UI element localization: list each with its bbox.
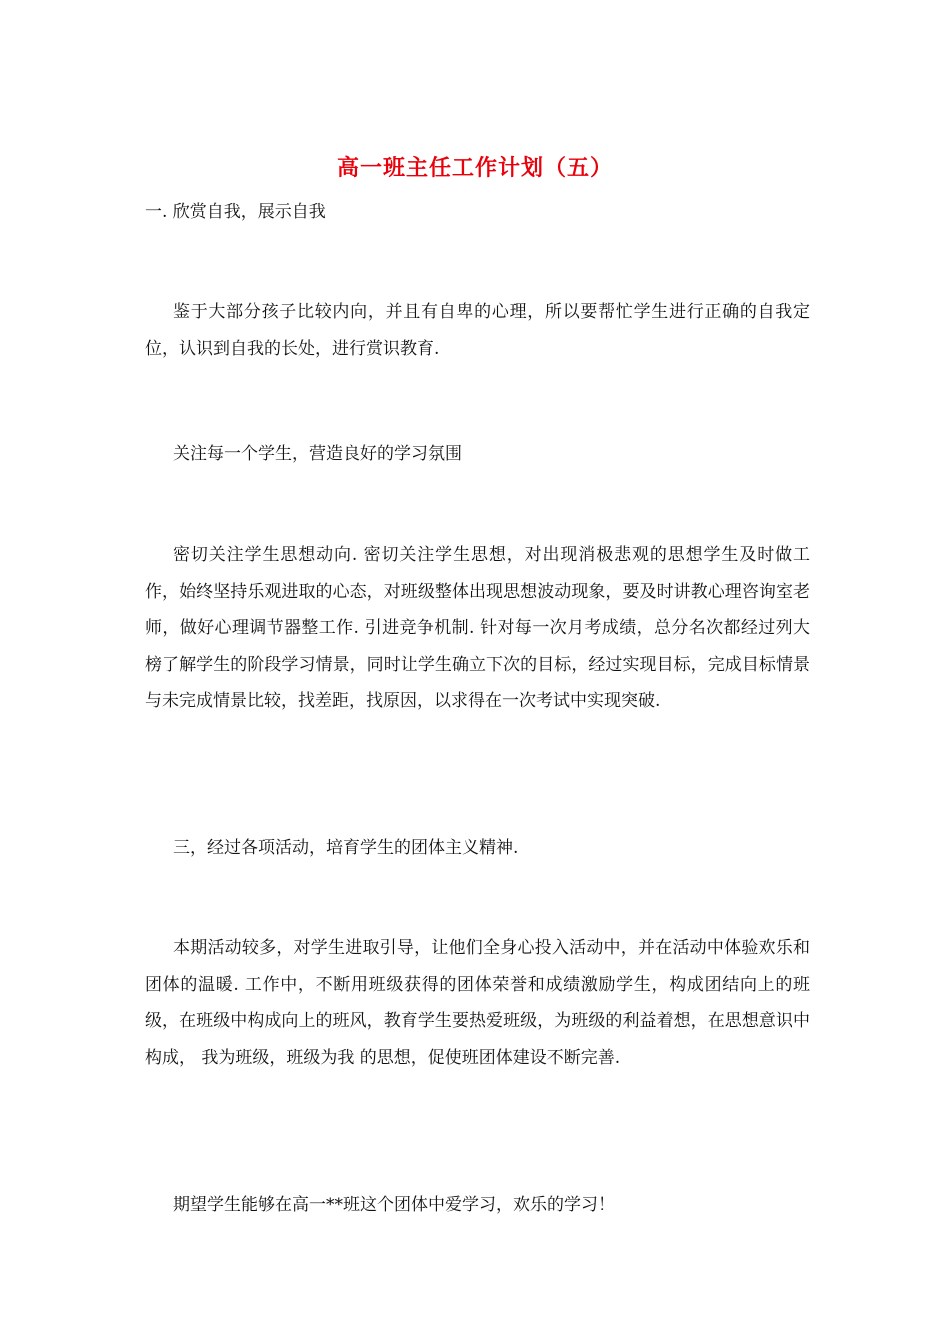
paragraph-self-positioning: 鉴于大部分孩子比较内向，并且有自卑的心理，所以要帮忙学生进行正确的自我定位，认识到自我的长处，进行赏识教育. [145,302,810,359]
paragraph-student-thoughts: 密切关注学生思想动向. 密切关注学生思想，对出现消极悲观的思想学生及时做工作，始终坚持乐观进取的心态，对班级整体出现思想波动现象，要及时讲教心理咨询室老师，做好心理调节器整工作. 引进竞争机制. 针对每一次月考成绩，总分名次都经过列大榜了解学生的阶段学习情景，同时让学生确立下次的目标，经过实现目标，完成目标情景与未完成情景比较，找差距，找原因，以求得在一次考试中实现突破. [145,545,810,711]
document-title: 高一班主任工作计划（五） [336,155,613,181]
paragraph-class-activities: 本期活动较多，对学生进取引导，让他们全身心投入活动中，并在活动中体验欢乐和团体的温暖. 工作中，不断用班级获得的团体荣誉和成绩激励学生，构成团结向上的班级，在班级中构成向上的班风，教育学生要热爱班级，为班级的利益着想，在思想意识中构成， 我为班级，班级为我 的思想，促使班团体建设不断完善. [145,938,810,1068]
paragraph-learning-atmosphere: 关注每一个学生，营造良好的学习氛围 [173,444,462,464]
paragraph-closing-wish: 期望学生能够在高一**班这个团体中爱学习，欢乐的学习！ [173,1195,615,1215]
section-heading-1: 一. 欣赏自我，展示自我 [145,202,326,222]
section-heading-3: 三，经过各项活动，培育学生的团体主义精神. [173,838,519,858]
